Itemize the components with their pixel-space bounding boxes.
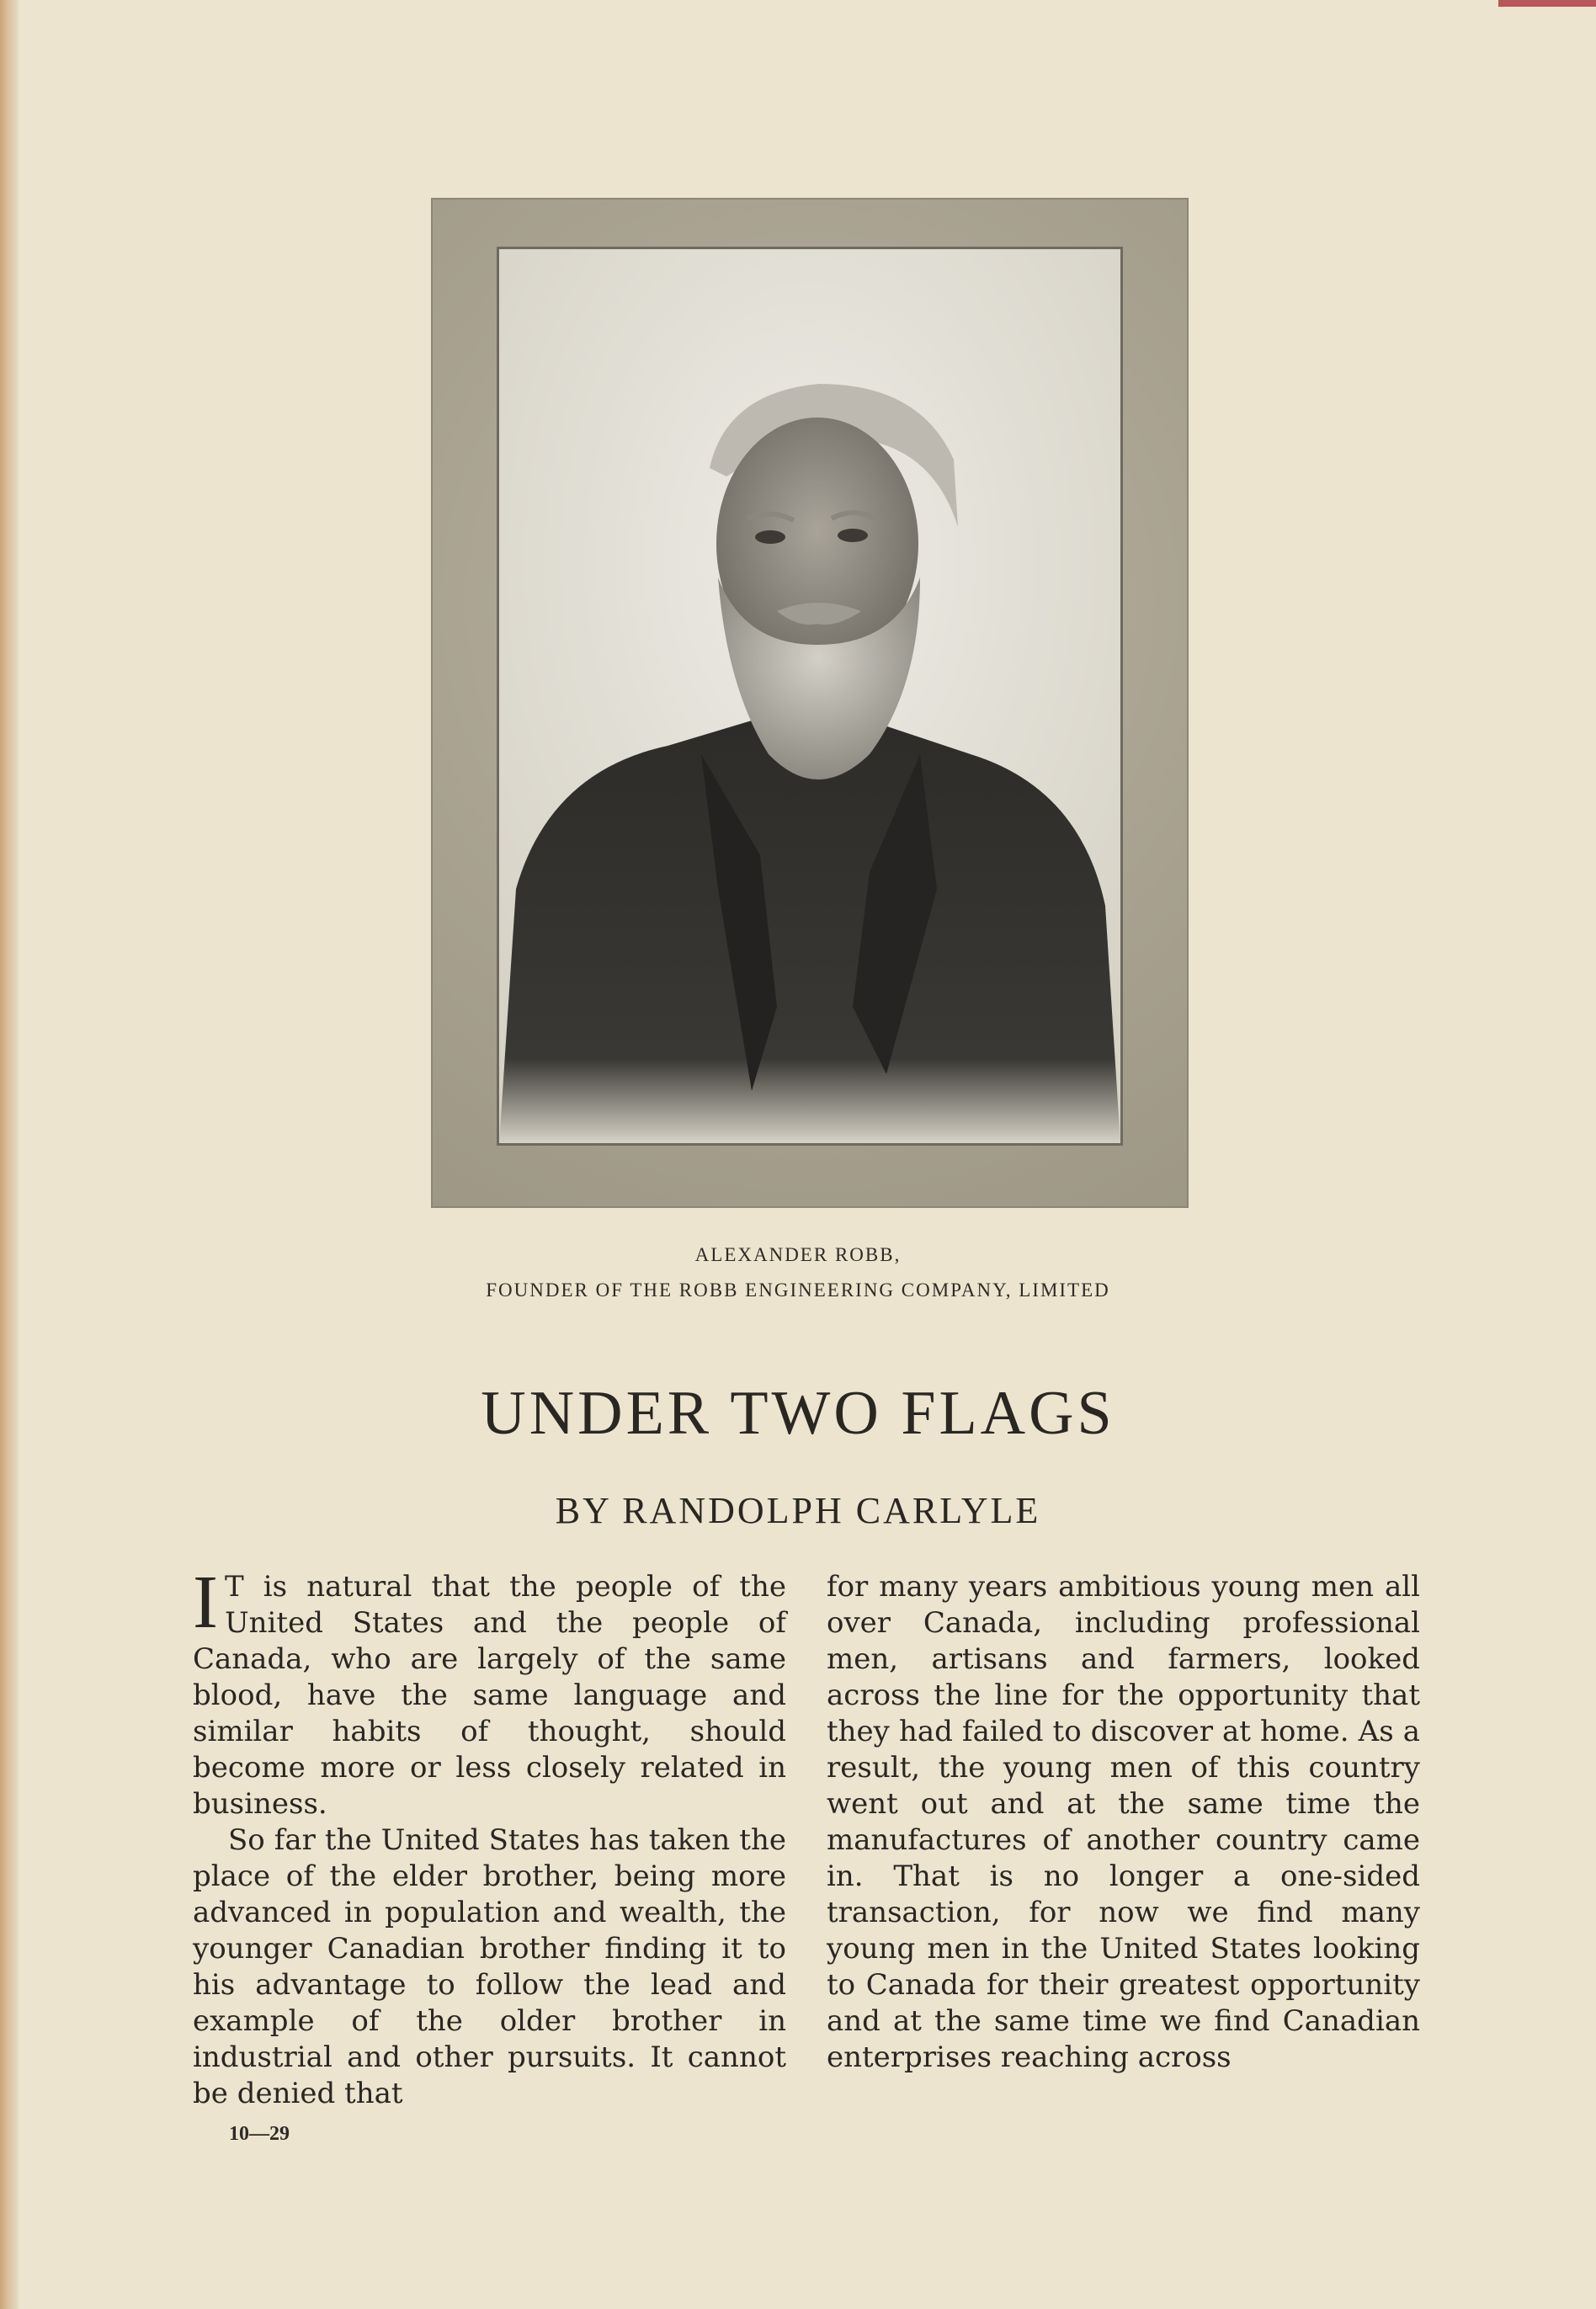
page-number: 10—29 bbox=[229, 2123, 290, 2145]
page-corner-edge bbox=[1498, 0, 1596, 7]
paragraph-1 bbox=[193, 1561, 786, 1822]
right-text-column bbox=[827, 1569, 1420, 2076]
paragraph-2: So far the United States has taken the place of the elder brother, being more advanced in population and wealth, the younger Canadian brother finding it to his advantage to follow the lead and example of the older brother in industrial and other pursuits. It cannot be denied that bbox=[193, 1823, 786, 2110]
page-binding-edge bbox=[0, 0, 19, 2309]
portrait-photo bbox=[497, 247, 1123, 1146]
left-text-column bbox=[193, 1561, 786, 2112]
portrait-photo-mount bbox=[431, 198, 1189, 1208]
photo-caption-name: ALEXANDER ROBB, bbox=[694, 1244, 902, 1265]
article-title: UNDER TWO FLAGS bbox=[481, 1379, 1115, 1448]
portrait-illustration bbox=[499, 249, 1120, 1143]
article-byline: BY RANDOLPH CARLYLE bbox=[555, 1490, 1041, 1531]
drop-cap: I bbox=[193, 1561, 218, 1644]
paragraph-3: for many years ambitious young men all over Canada, including professional men, artisans and farmers, looked across the line for the opportunity that they had failed to discover at home. As a result, the young men of this country went out and at the same time the manufactures of another country came in. That is no longer a one-sided transaction, for now we find many young men in the United States looking to Canada for their greatest opportunity and at the same time we find Canadian enterprises reaching across bbox=[827, 1570, 1420, 2074]
paragraph-1-text: T is natural that the people of the United States and the people of Canada, who are largely of the same blood, have the same language and similar habits of thought, should become more or less closely related in business. bbox=[193, 1570, 786, 1821]
photo-caption-title: FOUNDER OF THE ROBB ENGINEERING COMPANY, LIMITED bbox=[486, 1280, 1110, 1301]
